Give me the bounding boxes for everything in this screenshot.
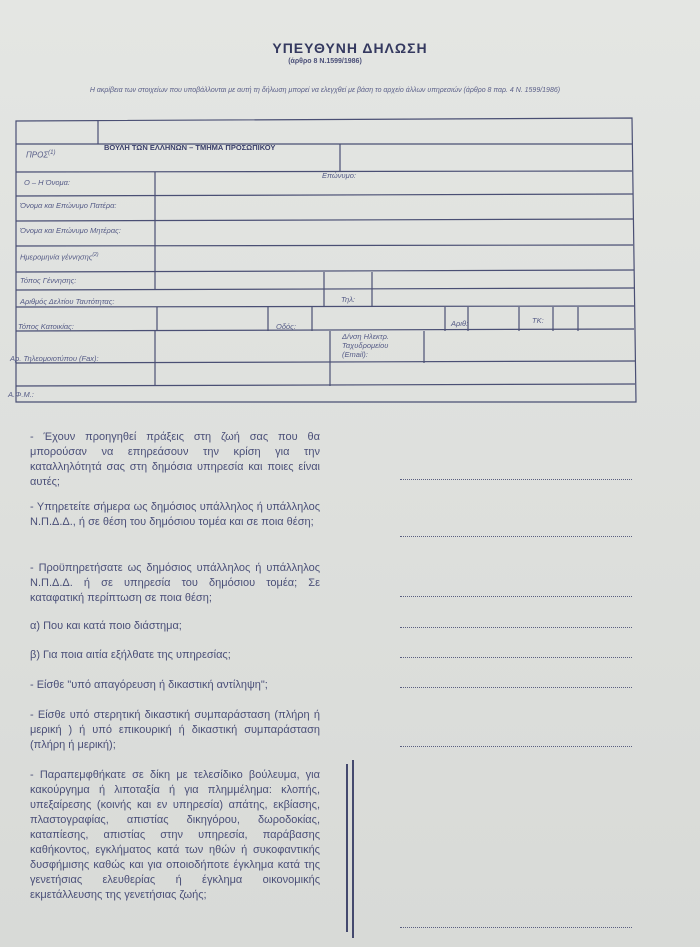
- margin-bar-right: [352, 760, 354, 938]
- question-exit-reason: β) Για ποια αιτία εξήλθατε της υπηρεσίας;: [30, 649, 231, 661]
- fax-label: Αρ. Τηλεομοιοτύπου (Fax):: [10, 354, 99, 363]
- father-name-label: Όνομα και Επώνυμο Πατέρα:: [20, 201, 117, 210]
- email-label: Δ/νση Ηλεκτρ. Ταχυδρομείου (Εmail):: [342, 332, 389, 359]
- margin-bar-left: [346, 764, 348, 932]
- question-past-acts: - Έχουν προηγηθεί πράξεις στη ζωή σας που θα μπορούσαν να επηρεάσουν την κρίση για την καταλληλότητά σας στη δημόσια υπηρεσία και ποιες είναι αυτές;: [30, 431, 320, 488]
- street-number-label: Αριθ:: [451, 319, 469, 328]
- question-judicial-assistance: - Είσθε υπό στερητική δικαστική συμπαράσταση (πλήρη ή μερική ) ή υπό επικουρική ή δικαστική συμπαράσταση (πλήρη ή μερική);: [30, 709, 320, 751]
- pros-value: ΒΟΥΛΗ ΤΩΝ ΕΛΛΗΝΩΝ – ΤΜΗΜΑ ΠΡΟΣΩΠΙΚΟΥ: [104, 143, 276, 152]
- answer-line-criminal-trial[interactable]: [400, 926, 632, 928]
- answer-line-current-service[interactable]: [400, 535, 632, 537]
- name-label: Ο – Η Όνομα:: [24, 178, 71, 187]
- form-subtitle: (άρθρο 8 Ν.1599/1986): [288, 58, 362, 65]
- form-title: ΥΠΕΥΘΥΝΗ ΔΗΛΩΣΗ: [272, 40, 428, 56]
- answer-line-judicial-assistance[interactable]: [400, 745, 632, 747]
- birthdate-label: Ημερομηνία γέννησης$^{(2)}$: [20, 252, 99, 262]
- answer-line-exit-reason[interactable]: [400, 656, 632, 658]
- afm-label: Α.Φ.Μ.:: [8, 390, 34, 399]
- answer-line-interdiction[interactable]: [400, 686, 632, 688]
- surname-label: Επώνυμο:: [322, 171, 356, 180]
- street-label: Οδός:: [276, 322, 296, 331]
- birthplace-label: Τόπος Γέννησης:: [20, 276, 77, 285]
- question-criminal-trial: - Παραπεμφθήκατε σε δίκη με τελεσίδικο βούλευμα, για κακούργημα ή λιποταξία ή για πλημμέλημα: κλοπής, υπεξαίρεσης (κοινής και εν υπηρεσία) απάτης, εκβίασης, πλαστογραφίας, απιστίας δικηγόρου, δωροδοκίας, καταπίεσης, απιστίας στην υπηρεσία, παράβασης καθήκοντος, εγκλήματος κατά των ηθών ή συκοφαντικής δυσφήμισης καθώς και για οποιοδήποτε έγκλημα κατά της γενετήσιας ελευθερίας ή έγκλημα οικονομικής εκμετάλλευσης της γενετήσιας ζωής;: [30, 769, 320, 901]
- answer-line-past-acts[interactable]: [400, 478, 632, 480]
- question-period: α) Που και κατά ποιο διάστημα;: [30, 620, 182, 632]
- pros-label: ΠΡΟΣ$^{(1)}$: [26, 150, 56, 160]
- mother-name-label: Όνομα και Επώνυμο Μητέρας:: [20, 226, 121, 235]
- residence-label: Τόπος Κατοικίας:: [18, 322, 74, 331]
- id-number-label: Αριθμός Δελτίου Ταυτότητας:: [20, 297, 115, 306]
- question-previous-service: - Προϋπηρετήσατε ως δημόσιος υπάλληλος ή υπάλληλος Ν.Π.Δ.Δ. ή σε υπηρεσία του δημόσιου τομέα; Σε καταφατική περίπτωση σε ποια θέση;: [30, 562, 320, 604]
- postal-code-label: ΤΚ:: [532, 316, 544, 325]
- question-current-service: - Υπηρετείτε σήμερα ως δημόσιος υπάλληλος ή υπάλληλος Ν.Π.Δ.Δ., ή σε θέση του δημόσιου τομέα και σε ποια θέση;: [30, 501, 320, 528]
- answer-line-period[interactable]: [400, 626, 632, 628]
- question-interdiction: - Είσθε "υπό απαγόρευση ή δικαστική αντίληψη";: [30, 679, 268, 691]
- answer-line-previous-service[interactable]: [400, 595, 632, 597]
- form-intro: Η ακρίβεια των στοιχείων που υποβάλλονται με αυτή τη δήλωση μπορεί να ελεγχθεί με βάση το αρχείο άλλων υπηρεσιών (άρθρο 8 παρ. 4 Ν. 1599/1986): [89, 87, 561, 94]
- phone-label: Τηλ:: [341, 295, 355, 304]
